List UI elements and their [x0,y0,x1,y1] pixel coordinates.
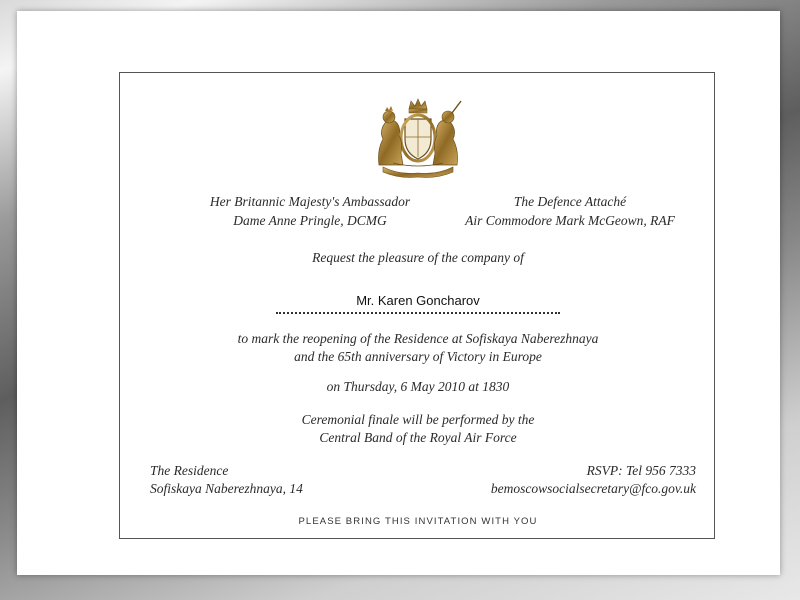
venue-line-1: The Residence [150,463,229,478]
occasion-line-1: to mark the reopening of the Residence at Sofiskaya Naberezhnaya [237,331,599,346]
ambassador-host-block [160,192,460,230]
ambassador-name: Dame Anne Pringle, DCMG [233,213,387,228]
finale-text [120,411,716,447]
venue-address [150,462,410,498]
defence-attache-host-block [420,192,720,230]
guest-name-dotted-line [276,302,560,314]
slide-frame [17,11,780,575]
bring-invitation-note: PLEASE BRING THIS INVITATION WITH YOU [298,516,538,527]
royal-coat-of-arms-icon [369,95,467,179]
occasion-text [120,330,716,366]
request-line: Request the pleasure of the company of [312,250,524,265]
event-date: on Thursday, 6 May 2010 at 1830 [326,379,510,394]
defence-attache-name: Air Commodore Mark McGeown, RAF [465,213,675,228]
ambassador-title: Her Britannic Majesty's Ambassador [209,194,411,209]
occasion-line-2: and the 65th anniversary of Victory in Europe [294,349,542,364]
venue-line-2: Sofiskaya Naberezhnaya, 14 [150,481,303,496]
rsvp-block [450,462,696,498]
rsvp-email: bemoscowsocialsecretary@fco.gov.uk [490,481,696,496]
finale-line-1: Ceremonial finale will be performed by the [301,412,535,427]
defence-attache-title: The Defence Attaché [513,194,627,209]
rsvp-phone: RSVP: Tel 956 7333 [586,463,696,478]
finale-line-2: Central Band of the Royal Air Force [319,430,517,445]
guest-name: Mr. Karen Goncharov [356,293,480,308]
invitation-card [119,72,715,539]
